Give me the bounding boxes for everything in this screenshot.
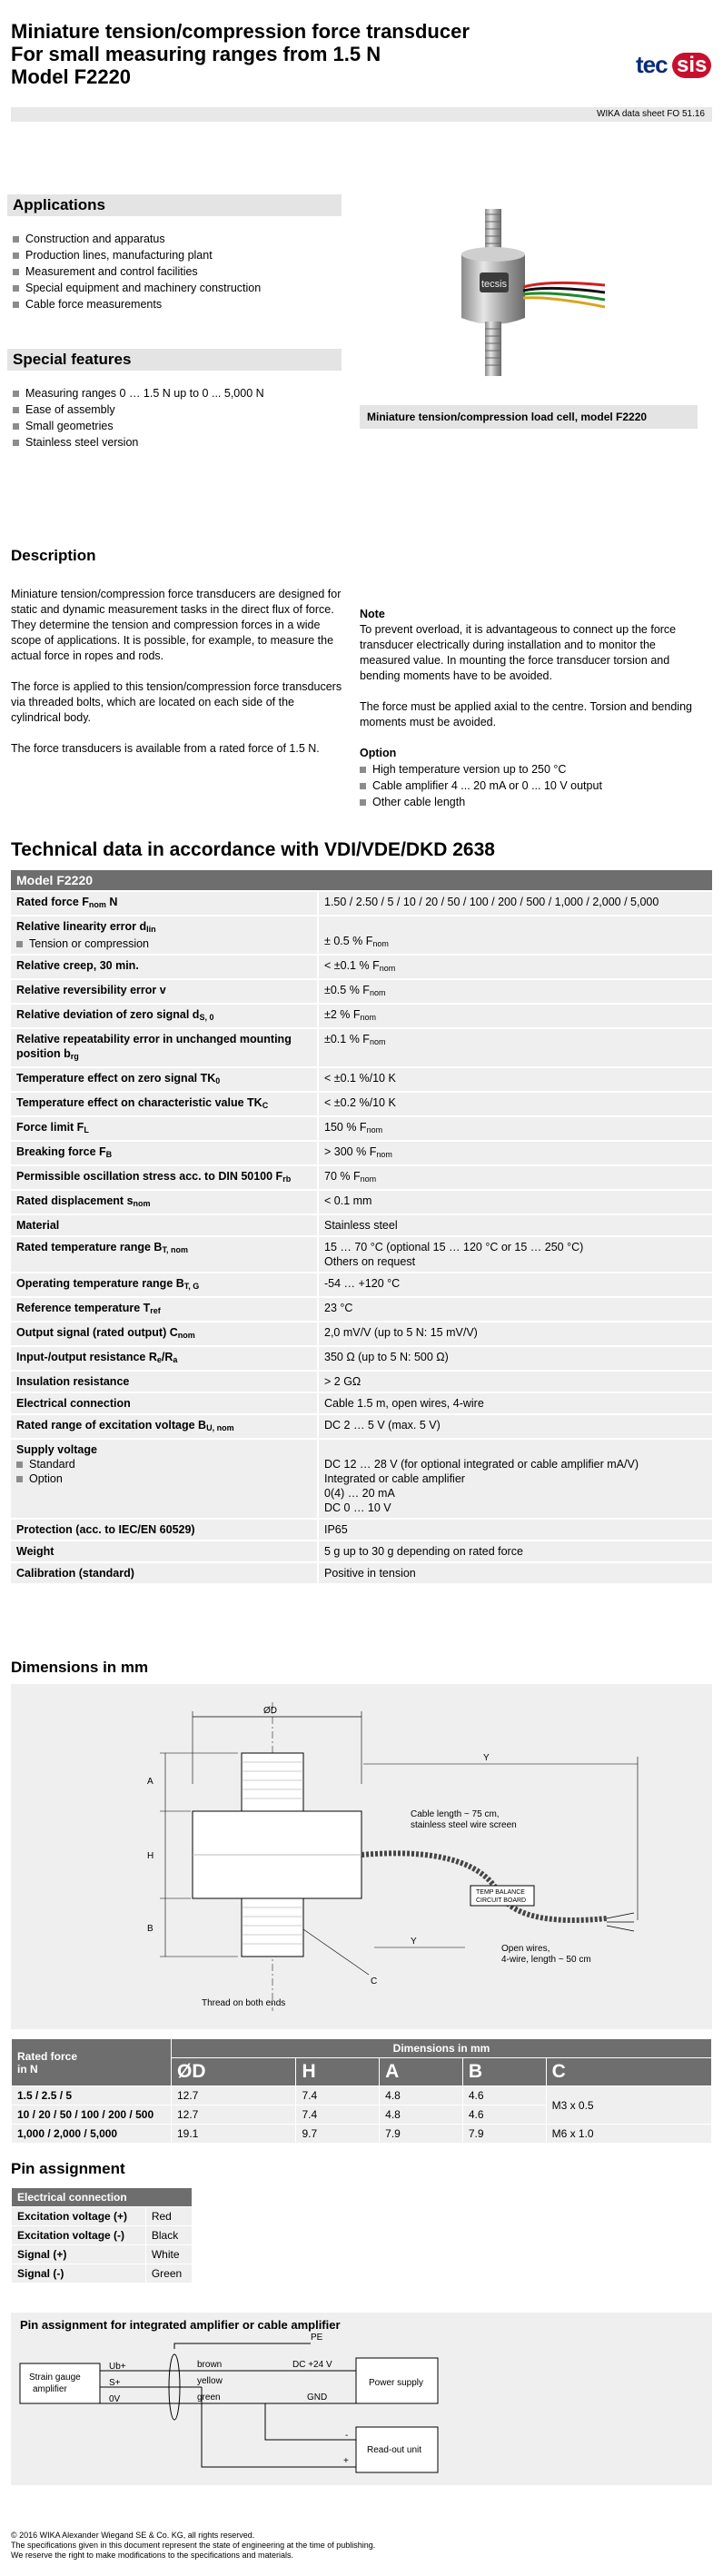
pin-table-wrapper [11,2187,193,2284]
dimension-svg [11,1684,712,2029]
table-cell: Signal (+) [12,2245,146,2264]
label-subscript: B [105,1150,113,1159]
table-row [11,1141,712,1165]
value-text: ±0.1 % F [324,1033,370,1045]
table-row [11,1004,712,1028]
table-cell: 9.7 [296,2125,380,2144]
table-row [11,1067,712,1092]
label-extra-2: Option [29,1472,63,1485]
minus-label: - [345,2431,349,2441]
pin-table [11,2187,193,2284]
description-body [11,587,347,757]
product-caption: Miniature tension/compression load cell, model F2220 [360,405,698,429]
s-label: S+ [109,2378,121,2388]
table-cell: Black [145,2226,192,2245]
table-header-row [12,2188,193,2207]
table-cell: 12.7 [172,2086,296,2105]
label-subscript: ref [150,1306,161,1315]
value-text-2: DC 12 … 28 V (for optional integrated or cable amplifier mA/V) [324,1458,639,1471]
value-text: > 300 % F [324,1145,377,1158]
dimension-drawing [11,1684,712,2029]
label-text: Rated displacement s [16,1194,134,1207]
row-label: Material [11,1214,318,1236]
data-sheet-reference: WIKA data sheet FO 51.16 [11,107,712,122]
row-value: 350 Ω (up to 5 N: 500 Ω) [318,1346,712,1371]
row-value [318,1141,712,1165]
list-item: Other cable length [360,794,705,810]
table-cell: 7.9 [380,2125,463,2144]
row-value [318,955,712,979]
label-text: Breaking force F [16,1145,106,1158]
table-row [11,955,712,979]
description-paragraph-1: Miniature tension/compression force transducers are designed for static and dynamic measurement tasks in the direct flux of force. They determine the tension and compression forces in a wide scope of applications. It is possible, for example, to measure the actual force in ropes and rods. [11,588,342,662]
table-row [11,1165,712,1190]
cable-label-2: stainless steel wire screen [411,1820,517,1830]
row-value: Positive in tension [318,1562,712,1584]
load-cell-illustration [427,209,609,391]
list-item: Stainless steel version [13,434,349,451]
row-label [11,1165,318,1190]
row-label [11,1067,318,1092]
row-value [318,1439,712,1519]
label-text: Temperature effect on zero signal TK [16,1072,216,1085]
value-subscript: nom [360,1174,377,1184]
row-label: Weight [11,1541,318,1562]
label-subscript: rb [282,1174,292,1184]
table-header-row [11,870,712,891]
row-label [11,1004,318,1028]
description-heading: Description [11,547,96,564]
od-label: ØD [263,1706,277,1716]
board-label-2: CIRCUIT BOARD [476,1897,527,1904]
gnd-label: GND [307,2393,328,2403]
label-subscript: nom [133,1199,151,1208]
value-subscript: nom [369,1037,386,1046]
wires-label-1: Open wires, [501,1944,550,1954]
features-list [13,385,349,451]
row-value: > 2 GΩ [318,1371,712,1392]
row-label [11,1190,318,1214]
table-cell: 4.6 [462,2086,546,2105]
list-item: Special equipment and machinery construction [13,280,349,296]
label-text: Rated force F [16,896,89,908]
row-value: < ±0.2 %/10 K [318,1092,712,1116]
footer-line-1: © 2016 WIKA Alexander Wiegand SE & Co. KG, all rights reserved. [11,2531,255,2540]
title-line-3: Model F2220 [11,65,132,88]
row-value: 1.50 / 2.50 / 5 / 10 / 20 / 50 / 100 / 200 / 500 / 1,000 / 2,000 / 5,000 [318,891,712,916]
applications-heading: Applications [7,194,342,216]
table-cell: 7.4 [296,2105,380,2125]
label-text: Output signal (rated output) C [16,1326,178,1339]
table-row [11,1371,712,1392]
table-row [11,1190,712,1214]
row-value [318,1004,712,1028]
row-value: 5 g up to 30 g depending on rated force [318,1541,712,1562]
table-cell: Excitation voltage (-) [12,2226,146,2245]
row-label: Relative creep, 30 min. [11,955,318,979]
column-header: A [380,2058,463,2086]
list-item: Production lines, manufacturing plant [13,247,349,263]
list-item: High temperature version up to 250 °C [360,761,705,778]
features-heading: Special features [7,349,342,371]
table-cell: 10 / 20 / 50 / 100 / 200 / 500 [12,2105,172,2125]
label-bullet-item [16,1472,63,1485]
row-label [11,1414,318,1439]
note-block [360,607,705,810]
footer-line-2: The specifications given in this document represent the state of engineering at the time of publishing. [11,2541,376,2550]
row-value [318,1116,712,1141]
label-subscript: T, G [183,1282,200,1291]
description-paragraph-2: The force is applied to this tension/compression force transducers via threaded bolts, which are located on each side of the cylindrical body. [11,680,342,724]
row-label: Insulation resistance [11,1371,318,1392]
plus-label: + [343,2456,349,2466]
row-label [11,916,318,955]
label-text: Reference temperature T [16,1302,151,1314]
label-text: Rated range of excitation voltage B [16,1419,207,1432]
amp-label-1: Strain gauge [29,2373,81,2383]
row-label: Protection (acc. to IEC/EN 60529) [11,1519,318,1541]
value-text: < ±0.1 % F [324,959,380,972]
row-value: IP65 [318,1519,712,1541]
row-label [11,1346,318,1371]
table-cell: 19.1 [172,2125,296,2144]
value-text-2: Others on request [324,1255,416,1268]
row-value: -54 … +120 °C [318,1273,712,1297]
title-line-2: For small measuring ranges from 1.5 N [11,43,381,65]
table-cell: 4.8 [380,2086,463,2105]
row-value: Cable 1.5 m, open wires, 4-wire [318,1392,712,1414]
brown-label: brown [197,2360,223,2370]
wires-label-2: 4-wire, length ~ 50 cm [501,1955,591,1965]
label-subscript: S, 0 [199,1013,214,1022]
table-header-row [12,2039,712,2058]
table-cell: 4.8 [380,2105,463,2125]
table-cell: Signal (-) [12,2264,146,2284]
table-row [11,1092,712,1116]
column-header: B [462,2058,546,2086]
label-subscript: nom [88,900,106,909]
psu-label: Power supply [369,2378,424,2388]
label-text: Input-/output resistance R [16,1351,157,1363]
row-value: DC 2 … 5 V (max. 5 V) [318,1414,712,1439]
dimensions-group-header: Dimensions in mm [172,2039,712,2058]
row-label: Relative reversibility error v [11,979,318,1004]
label-subscript: lin [146,925,156,934]
pin-assignment-heading: Pin assignment [11,2160,125,2177]
dimensions-heading: Dimensions in mm [11,1659,149,1676]
description-paragraph-3: The force transducers is available from a rated force of 1.5 N. [11,742,320,755]
c-label: C [371,1977,378,1986]
table-row [11,1439,712,1519]
table-row [11,1297,712,1322]
header-text-2: in N [17,2062,38,2076]
value-text: 150 % F [324,1121,367,1134]
table-cell: Red [145,2207,192,2226]
value-subscript: nom [360,1013,377,1022]
table-row [11,891,712,916]
table-cell: M3 x 0.5 [546,2086,711,2125]
dimension-table-wrapper [11,2038,712,2144]
column-header: ØD [172,2058,296,2086]
row-value [318,1165,712,1190]
table-cell: 7.9 [462,2125,546,2144]
list-item: Small geometries [13,418,349,434]
label-text: Relative deviation of zero signal d [16,1008,200,1021]
label-extra: Tension or compression [29,937,150,950]
cable-label-1: Cable length ~ 75 cm, [411,1809,500,1819]
value-subscript: nom [379,964,396,973]
technical-data-table [11,870,712,1585]
row-label [11,1092,318,1116]
label-subscript: T, nom [162,1245,188,1254]
table-row [11,1392,712,1414]
row-label [11,1236,318,1273]
row-value: 23 °C [318,1297,712,1322]
table-row [12,2226,193,2245]
label-subscript: C [262,1101,269,1110]
table-row [11,1414,712,1439]
table-row [12,2207,193,2226]
model-header: Model F2220 [11,870,712,891]
table-row [11,1236,712,1273]
row-value [318,979,712,1004]
label-text: Permissible oscillation stress acc. to DIN 50100 F [16,1170,283,1183]
table-row [11,1541,712,1562]
table-row [12,2264,193,2284]
label-extra: Standard [29,1458,75,1471]
value-text: ± 0.5 % F [324,935,373,947]
technical-heading: Technical data in accordance with VDI/VDE/DKD 2638 [11,839,495,860]
technical-table-wrapper [11,870,712,1585]
table-cell: Green [145,2264,192,2284]
thread-label: Thread on both ends [202,1998,286,2008]
row-value [318,1236,712,1273]
table-row [11,1346,712,1371]
table-row [11,1562,712,1584]
ov-label: 0V [109,2394,121,2404]
row-value: Stainless steel [318,1214,712,1236]
table-row [11,1322,712,1346]
value-subscript: nom [369,988,386,997]
y-label-lower: Y [411,1937,417,1947]
label-subscript-2: a [173,1355,178,1364]
row-label [11,1439,318,1519]
label-text: Operating temperature range B [16,1277,184,1290]
label-subscript: L [84,1125,89,1134]
column-header: C [546,2058,711,2086]
list-item: Measuring ranges 0 … 1.5 N up to 0 ... 5,000 N [13,385,349,401]
value-subscript: nom [372,939,389,948]
option-list [360,761,705,810]
amp-label-2: amplifier [33,2384,67,2394]
list-item: Cable amplifier 4 ... 20 mA or 0 ... 10 V output [360,778,705,794]
wiring-svg [11,2313,712,2485]
row-label: Electrical connection [11,1392,318,1414]
row-value [318,1028,712,1067]
b-label: B [147,1924,154,1934]
applications-list [13,231,349,312]
table-cell: 1,000 / 2,000 / 5,000 [12,2125,172,2144]
note-paragraph-2: The force must be applied axial to the centre. Torsion and bending moments must be avoided. [360,700,692,728]
value-text-5: DC 0 … 10 V [324,1501,391,1514]
label-subscript: U, nom [206,1423,234,1432]
value-subscript: nom [376,1150,392,1159]
label-text: Force limit F [16,1121,84,1134]
value-text-4: 0(4) … 20 mA [324,1487,395,1500]
wiring-title: Pin assignment for integrated amplifier or cable amplifier [20,2318,341,2332]
list-item: Cable force measurements [13,296,349,312]
table-row [12,2245,193,2264]
value-text: ±2 % F [324,1008,361,1021]
row-label [11,1028,318,1067]
row-label [11,1141,318,1165]
note-heading: Note [360,608,385,620]
table-row [12,2125,712,2144]
row-value: < 0.1 mm [318,1190,712,1214]
dc-label: DC +24 V [292,2360,332,2370]
table-row [11,1028,712,1067]
note-paragraph-1: To prevent overload, it is advantageous to connect up the force transducer electrically during installation and to monitor the measured value. In mounting the force transducer torsion and bending moments have to be avoided. [360,623,677,682]
table-cell: 1.5 / 2.5 / 5 [12,2086,172,2105]
green-label: green [197,2393,221,2403]
label-subscript: rg [70,1052,79,1061]
table-row [11,1116,712,1141]
row-label [11,1322,318,1346]
value-text: 70 % F [324,1170,361,1183]
pe-label: PE [311,2333,323,2343]
readout-label: Read-out unit [367,2445,422,2455]
dimension-table [11,2038,712,2144]
table-row [11,1214,712,1236]
label-text: Supply voltage [16,1443,97,1456]
title-line-1: Miniature tension/compression force transducer [11,20,470,43]
table-row [11,979,712,1004]
table-cell: 4.6 [462,2105,546,2125]
table-row [11,1519,712,1541]
logo-text-2: sis [672,53,711,78]
label-suffix: /R [161,1351,173,1363]
table-cell: 12.7 [172,2105,296,2125]
pin-table-header: Electrical connection [12,2188,193,2207]
h-label: H [147,1851,154,1861]
table-row [12,2086,712,2105]
footer-line-3: We reserve the right to make modifications to the specifications and materials. [11,2551,293,2560]
label-text: Relative linearity error d [16,920,147,933]
brand-logo [636,51,712,84]
label-text: Rated temperature range B [16,1241,163,1253]
y-label: Y [483,1753,490,1763]
header-text: Rated force [17,2049,78,2063]
label-bullet-item [16,937,149,950]
row-label: Calibration (standard) [11,1562,318,1584]
table-cell: Excitation voltage (+) [12,2207,146,2226]
a-label: A [147,1777,154,1787]
label-text: Temperature effect on characteristic value TK [16,1096,262,1109]
list-item: Construction and apparatus [13,231,349,247]
row-label [11,1116,318,1141]
logo-text-1: tec [636,51,668,78]
board-label-1: TEMP BALANCE [476,1889,525,1896]
wiring-diagram [11,2313,712,2485]
row-value: < ±0.1 %/10 K [318,1067,712,1092]
value-text-3: Integrated or cable amplifier [324,1472,465,1485]
row-label [11,891,318,916]
row-label [11,1297,318,1322]
table-row [11,916,712,955]
label-subscript: 0 [215,1076,221,1085]
value-text: 15 … 70 °C (optional 15 … 120 °C or 15 … 250 °C) [324,1241,584,1253]
footer [11,2531,375,2561]
product-image [427,209,609,391]
label-subscript: e [156,1355,162,1364]
document-title [11,20,592,88]
list-item: Ease of assembly [13,401,349,418]
column-header: H [296,2058,380,2086]
value-subscript: nom [366,1125,383,1134]
row-label [11,1273,318,1297]
table-cell: White [145,2245,192,2264]
yellow-label: yellow [197,2376,223,2386]
option-heading: Option [360,747,397,759]
table-cell: 7.4 [296,2086,380,2105]
list-item: Measurement and control facilities [13,263,349,280]
row-value: 2,0 mV/V (up to 5 N: 15 mV/V) [318,1322,712,1346]
ub-label: Ub+ [109,2362,126,2372]
rated-force-header [12,2039,172,2086]
label-suffix: N [105,896,118,908]
label-subscript: nom [177,1331,195,1340]
value-text: ±0.5 % F [324,984,370,996]
table-row [11,1273,712,1297]
product-label: tecsis [480,279,508,290]
label-bullet-item [16,1458,75,1471]
label-text: Relative repeatability error in unchanged mounting position b [16,1033,292,1060]
row-value [318,916,712,955]
table-cell: M6 x 1.0 [546,2125,711,2144]
